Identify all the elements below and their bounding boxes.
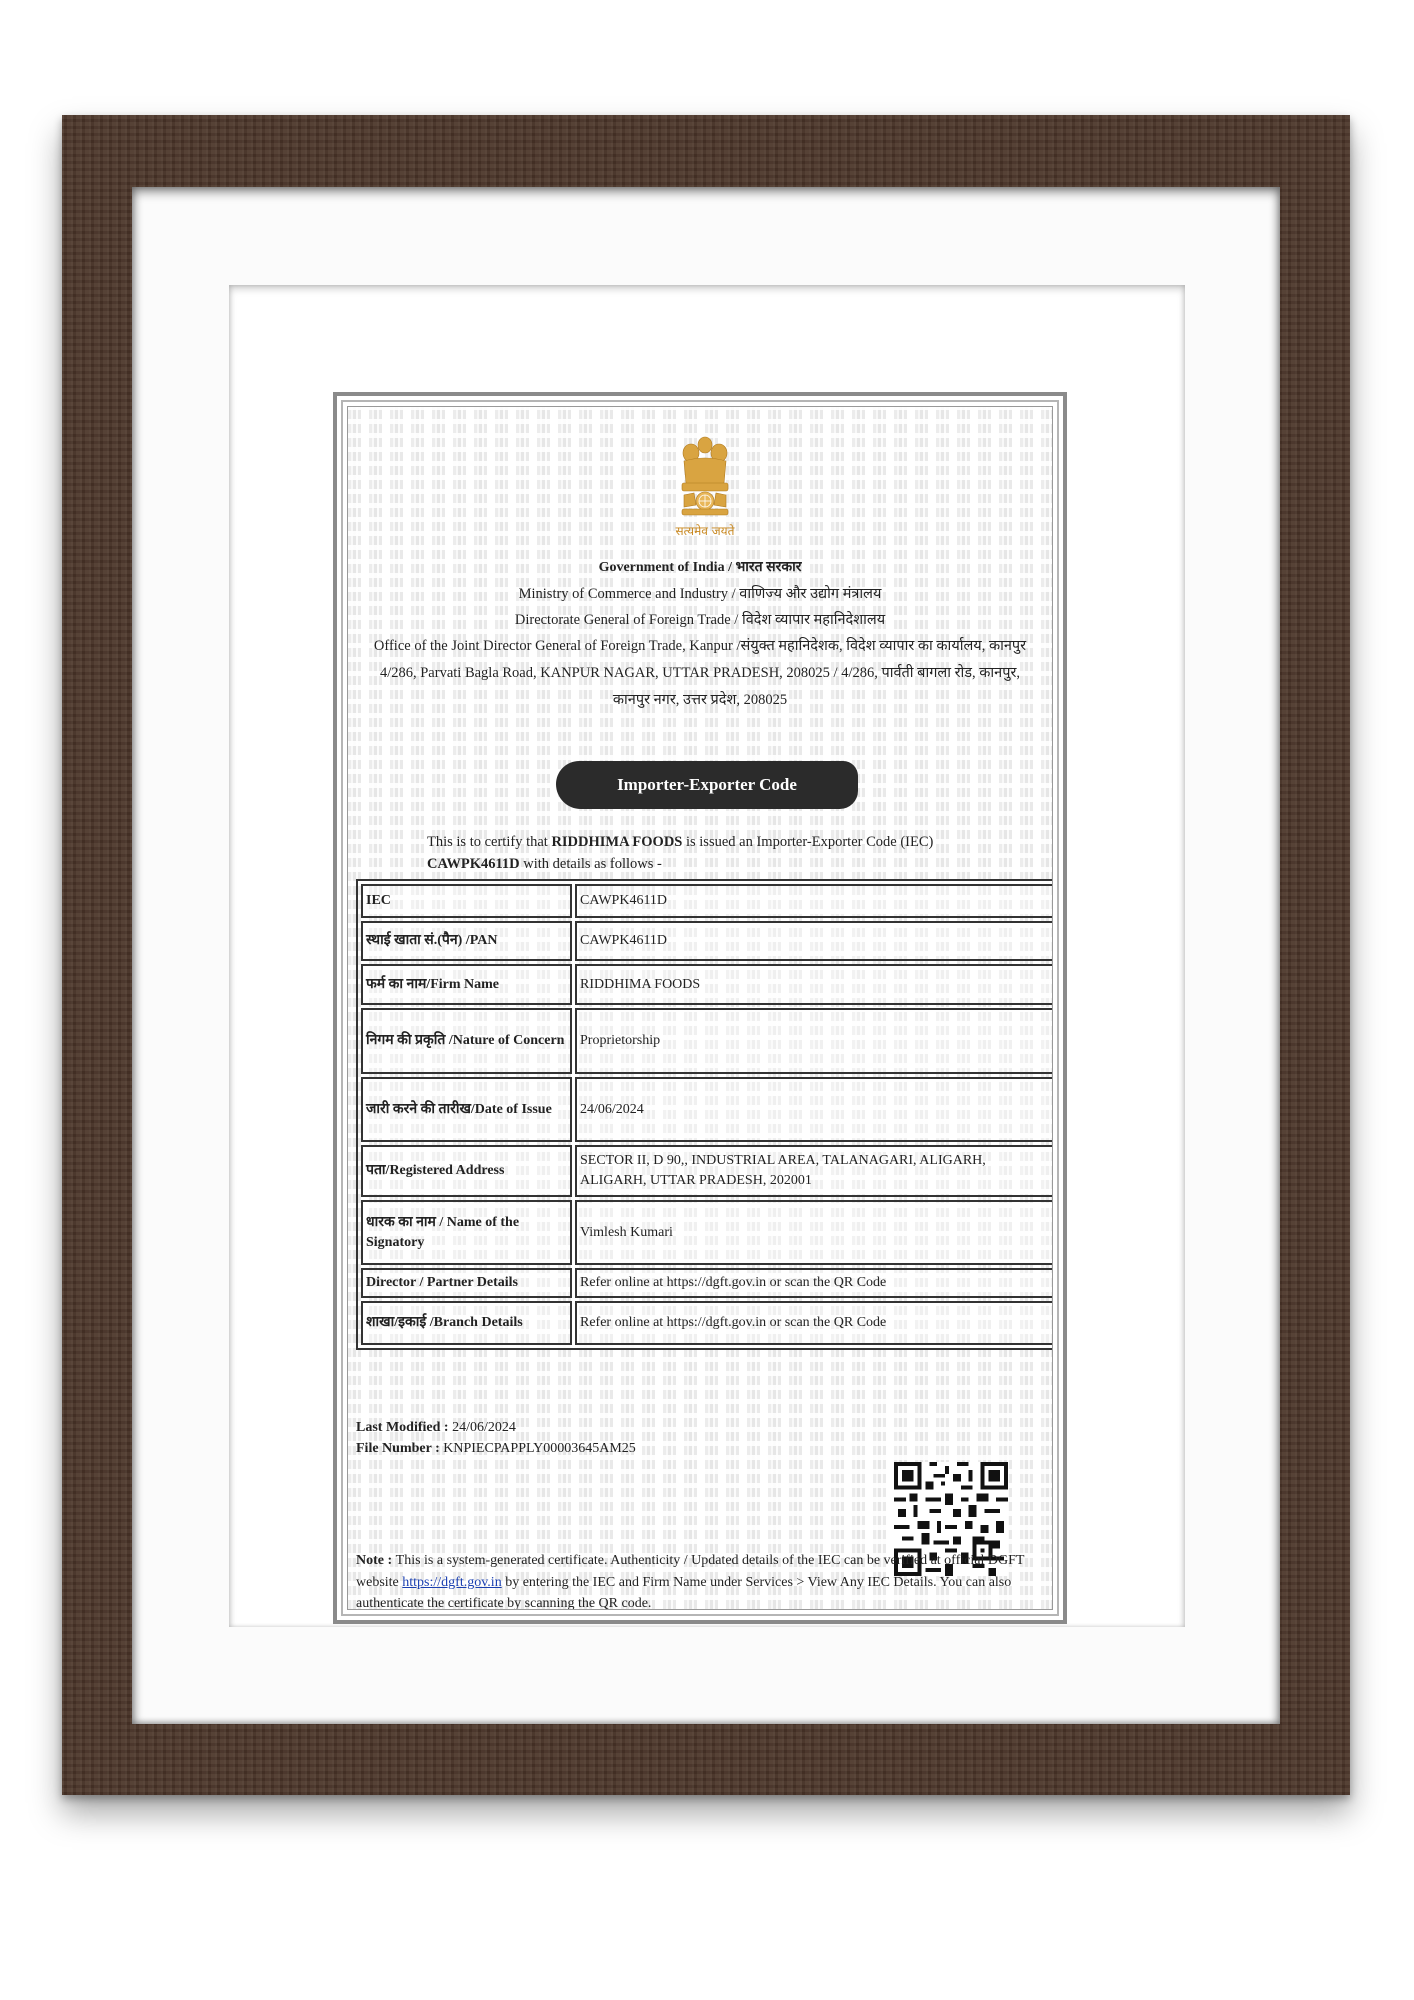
row-value: SECTOR II, D 90,, INDUSTRIAL AREA, TALANAGARI, ALIGARH, ALIGARH, UTTAR PRADESH, 202001 bbox=[575, 1145, 1053, 1197]
table-row bbox=[361, 1301, 1053, 1345]
certificate-header bbox=[352, 555, 1048, 714]
file-number-value: KNPIECPAPPLY00003645AM25 bbox=[443, 1441, 636, 1456]
government-line: Government of India / भारत सरकार bbox=[598, 560, 802, 575]
row-value: CAWPK4611D bbox=[575, 884, 1053, 918]
directorate-line: Directorate General of Foreign Trade / विदेश व्यापार महानिदेशालय bbox=[514, 612, 886, 628]
last-modified-value: 24/06/2024 bbox=[452, 1420, 516, 1435]
row-value: 24/06/2024 bbox=[575, 1077, 1053, 1142]
row-value: Refer online at https://dgft.gov.in or scan the QR Code bbox=[575, 1301, 1053, 1345]
table-row bbox=[361, 964, 1053, 1005]
intro-middle: is issued an Importer-Exporter Code (IEC) bbox=[682, 834, 934, 850]
office-line-3: कानपुर नगर, उत्तर प्रदेश, 208025 bbox=[612, 692, 788, 708]
emblem-motto: सत्यमेव जयते bbox=[675, 524, 735, 538]
certificate-title: Importer-Exporter Code bbox=[556, 761, 858, 809]
national-emblem-icon bbox=[670, 433, 740, 543]
row-value: Refer online at https://dgft.gov.in or scan the QR Code bbox=[575, 1268, 1053, 1298]
certificate-body bbox=[347, 406, 1053, 1610]
note-label: Note : bbox=[356, 1553, 396, 1568]
row-label: धारक का नाम / Name of the Signatory bbox=[361, 1200, 572, 1265]
table-row bbox=[361, 1145, 1053, 1197]
row-value: Proprietorship bbox=[575, 1008, 1053, 1074]
mat-window bbox=[229, 285, 1185, 1627]
row-label: पता/Registered Address bbox=[361, 1145, 572, 1197]
ministry-line: Ministry of Commerce and Industry / वाणिज्य और उद्योग मंत्रालय bbox=[518, 586, 882, 602]
last-modified-label: Last Modified : bbox=[356, 1420, 453, 1435]
row-label: IEC bbox=[361, 884, 572, 918]
certificate-meta bbox=[356, 1417, 636, 1459]
picture-frame bbox=[62, 115, 1350, 1795]
row-label: स्थाई खाता सं.(पैन) /PAN bbox=[361, 921, 572, 961]
intro-suffix: with details as follows - bbox=[519, 856, 662, 872]
office-line-1: Office of the Joint Director General of Foreign Trade, Kanpur /संयुक्त महानिदेशक, विदेश व्यापार का कार्यालय, कानपुर bbox=[373, 638, 1027, 654]
iec-certificate bbox=[333, 392, 1067, 1624]
certificate-note bbox=[356, 1550, 1053, 1610]
table-row bbox=[361, 1077, 1053, 1142]
intro-firm-name: RIDDHIMA FOODS bbox=[551, 834, 683, 850]
row-value: RIDDHIMA FOODS bbox=[575, 964, 1053, 1005]
table-row bbox=[361, 1008, 1053, 1074]
dgft-website-link[interactable]: https://dgft.gov.in bbox=[402, 1574, 502, 1590]
certification-statement bbox=[427, 831, 987, 875]
row-label: शाखा/इकाई /Branch Details bbox=[361, 1301, 572, 1345]
note-text-2: by entering the IEC and Firm Name under Services > View Any IEC Details. You can also authenticate the certificate by scanning the QR code. bbox=[356, 1574, 1012, 1610]
row-value: Vimlesh Kumari bbox=[575, 1200, 1053, 1265]
note-text-1: This is a system-generated certificate. Authenticity / Updated details of the IEC can be verified at official DGFT website bbox=[356, 1553, 1025, 1590]
intro-prefix: This is to certify that bbox=[427, 834, 552, 850]
row-label: फर्म का नाम/Firm Name bbox=[361, 964, 572, 1005]
table-row bbox=[361, 1200, 1053, 1265]
table-row bbox=[361, 884, 1053, 918]
row-label: जारी करने की तारीख/Date of Issue bbox=[361, 1077, 572, 1142]
frame-mat bbox=[132, 187, 1280, 1724]
intro-iec-number: CAWPK4611D bbox=[427, 856, 520, 872]
file-number-label: File Number : bbox=[356, 1441, 444, 1456]
details-table bbox=[356, 879, 1053, 1350]
table-row bbox=[361, 1268, 1053, 1298]
office-line-2: 4/286, Parvati Bagla Road, KANPUR NAGAR, UTTAR PRADESH, 208025 / 4/286, पार्वती बागला रोड, कानपुर, bbox=[379, 665, 1021, 681]
table-row bbox=[361, 921, 1053, 961]
row-label: निगम की प्रकृति /Nature of Concern bbox=[361, 1008, 572, 1074]
certificate-border bbox=[341, 400, 1059, 1616]
row-value: CAWPK4611D bbox=[575, 921, 1053, 961]
row-label: Director / Partner Details bbox=[361, 1268, 572, 1298]
